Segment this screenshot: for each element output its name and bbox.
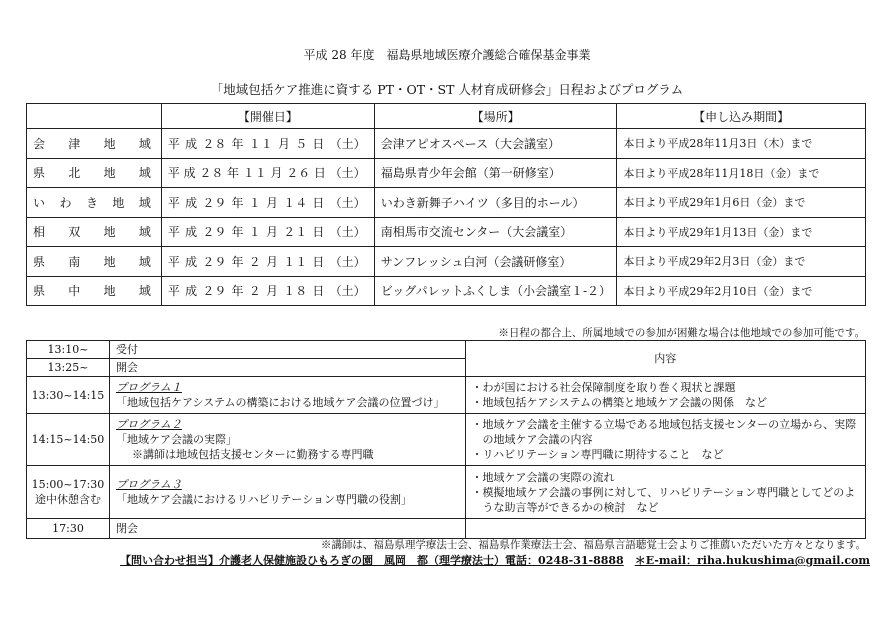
date-part: ２１	[283, 225, 308, 240]
document-subtitle: 「地域包括ケア推進に資する PT・OT・ST 人材育成研修会」日程およびプログラム	[210, 82, 684, 97]
region-char: 域	[138, 195, 151, 210]
schedule-row	[27, 217, 866, 247]
region-char: 中	[68, 284, 81, 299]
region-cell	[27, 276, 162, 306]
date-part: 月	[265, 254, 278, 269]
program-name: プログラム１	[115, 381, 182, 394]
date-part: １	[248, 195, 261, 210]
date-part: （土）	[329, 166, 366, 181]
schedule-note: ※日程の都合上、所属地域での参加が困難な場合は他地域での参加可能です。	[498, 327, 865, 339]
date-part: 日	[312, 225, 325, 240]
content-line: ・わが国における社会保障制度を取り巻く現状と課題	[471, 381, 736, 394]
date-part: 成	[183, 166, 196, 181]
date-part: ２９	[202, 195, 227, 210]
region-char: 地	[103, 284, 116, 299]
content-cell	[465, 466, 865, 519]
region-char: 地	[103, 225, 116, 240]
period-cell: 本日より平成29年2月3日（金）まで	[617, 247, 866, 277]
region-char: 地	[103, 166, 116, 181]
date-part: 日	[312, 195, 325, 210]
date-part: １８	[283, 284, 308, 299]
period-cell: 本日より平成29年1月6日（金）まで	[617, 188, 866, 218]
item-cell	[109, 466, 465, 519]
program-row-1	[27, 377, 866, 414]
place-cell: いわき新舞子ハイツ（多目的ホール）	[374, 188, 617, 218]
region-char: き	[85, 195, 98, 210]
date-part: ２８	[202, 136, 227, 151]
schedule-row	[27, 276, 866, 306]
date-part: 年	[231, 284, 244, 299]
date-part: （土）	[329, 225, 366, 240]
date-part: ２	[248, 284, 261, 299]
date-part: 成	[185, 225, 198, 240]
region-char: 北	[68, 166, 81, 181]
content-cell	[465, 414, 865, 466]
date-part: 年	[231, 195, 244, 210]
date-part: ２	[248, 254, 261, 269]
item-cell: 受付	[109, 341, 465, 359]
program-note: ※講師は地域包括支援センターに勤務する専門職	[131, 448, 374, 461]
date-part: 月	[265, 195, 278, 210]
region-char: 津	[68, 136, 81, 151]
region-cell	[27, 247, 162, 277]
header-place: 【場所】	[374, 104, 617, 129]
place-cell: 南相馬市交流センター（大会議室）	[374, 217, 617, 247]
header-date: 【開催日】	[161, 104, 374, 129]
content-line: ・地域包括ケアシステムの構築と地域ケア会議の関係 など	[471, 396, 767, 409]
date-part: 平	[167, 195, 180, 210]
date-part: 月	[265, 225, 278, 240]
contact-label: 【問い合わせ担当】介護老人保健施設ひもろぎの園 風岡 都（理学療法士）電話：0248-31-8888	[120, 554, 624, 567]
content-cell	[465, 519, 865, 539]
date-cell	[161, 247, 374, 277]
date-part: ２８	[199, 166, 224, 181]
region-char: 地	[112, 195, 125, 210]
time-cell: 14:15~14:50	[27, 414, 110, 466]
region-char: 南	[68, 254, 81, 269]
region-char: 双	[68, 225, 81, 240]
content-line: ・地域ケア会議の実際の流れ	[471, 470, 615, 484]
date-part: １１	[242, 166, 267, 181]
program-table	[26, 340, 866, 539]
region-char: 地	[103, 136, 116, 151]
region-char: 地	[103, 254, 116, 269]
region-cell	[27, 188, 162, 218]
program-desc: 「地域ケア会議の実際」	[115, 433, 237, 446]
program-row-2	[27, 414, 866, 466]
region-char: 会	[33, 136, 46, 151]
region-char: 県	[33, 284, 46, 299]
date-part: １１	[283, 254, 308, 269]
content-line: ・模擬地域ケア会議の事例に対して、リハビリテーション専門職としてどのよ	[471, 485, 856, 499]
date-part: 月	[265, 284, 278, 299]
region-char: 県	[33, 166, 46, 181]
contact-info	[0, 552, 870, 568]
program-name: プログラム２	[115, 418, 182, 431]
region-char: 域	[138, 225, 151, 240]
date-part: 平	[167, 136, 180, 151]
place-cell: サンフレッシュ白河（会議研修室）	[374, 247, 617, 277]
date-part: 日	[313, 166, 326, 181]
date-cell	[161, 129, 374, 159]
date-part: １	[248, 225, 261, 240]
place-cell: ビッグパレットふくしま（小会議室１-２）	[374, 276, 617, 306]
program-row-reception	[27, 341, 866, 359]
program-desc: 「地域ケア会議におけるリハビリテーション専門職の役割」	[115, 493, 412, 506]
item-cell: 閉会	[109, 519, 465, 539]
region-cell	[27, 129, 162, 159]
place-cell: 会津アピオスペース（大会議室）	[374, 129, 617, 159]
date-cell	[161, 188, 374, 218]
date-cell	[161, 217, 374, 247]
region-cell	[27, 158, 162, 188]
time-cell: 13:25~	[27, 359, 110, 377]
header-blank	[27, 104, 162, 129]
program-desc: 「地域包括ケアシステムの構築における地域ケア会議の位置づけ」	[115, 396, 445, 409]
date-part: 年	[231, 225, 244, 240]
date-part: ２９	[202, 284, 227, 299]
date-part: ２９	[202, 225, 227, 240]
date-part: （土）	[329, 284, 366, 299]
date-part: 年	[227, 166, 240, 181]
date-part: ２６	[286, 166, 311, 181]
content-cell	[465, 377, 865, 414]
date-part: 成	[185, 136, 198, 151]
program-row-closing	[27, 519, 866, 539]
region-char: 域	[138, 254, 151, 269]
region-cell	[27, 217, 162, 247]
time-note: 途中休憩含む	[34, 493, 101, 506]
time-cell	[27, 466, 110, 519]
region-char: 相	[33, 225, 46, 240]
content-line: ・地域ケア会議を主催する立場である地域包括支援センターの立場から、実際	[471, 418, 857, 431]
document-title: 平成 28 年度 福島県地域医療介護総合確保基金事業	[303, 48, 591, 62]
content-line: の地域ケア会議の内容	[471, 433, 593, 446]
region-char: 域	[138, 166, 151, 181]
date-part: （土）	[329, 136, 366, 151]
date-part: １１	[248, 136, 273, 151]
program-row-3	[27, 466, 866, 519]
time-text: 15:00~17:30	[31, 478, 105, 491]
date-part: 年	[231, 136, 244, 151]
date-part: 平	[167, 225, 180, 240]
time-cell: 13:10~	[27, 341, 110, 359]
date-part: ５	[295, 136, 308, 151]
date-part: ２９	[202, 254, 227, 269]
date-part: 平	[167, 284, 180, 299]
schedule-row	[27, 158, 866, 188]
region-char: 域	[138, 136, 151, 151]
date-part: （土）	[329, 254, 366, 269]
place-cell: 福島県青少年会館（第一研修室）	[374, 158, 617, 188]
content-line: うな助言等ができるかの検討 など	[471, 500, 659, 514]
date-part: 成	[185, 284, 198, 299]
date-part: １４	[283, 195, 308, 210]
schedule-row	[27, 129, 866, 159]
schedule-row	[27, 247, 866, 277]
item-cell: 開会	[109, 359, 465, 377]
date-cell	[161, 158, 374, 188]
region-char: 域	[138, 284, 151, 299]
content-line: ・リハビリテーション専門職に期待すること など	[471, 448, 724, 461]
date-part: 成	[185, 254, 198, 269]
lecturer-note: ※講師は、福島県理学療法士会、福島県作業療法士会、福島県言語聴覚士会よりご推薦いただいた方々となります。	[320, 539, 866, 551]
period-cell: 本日より平成29年1月13日（金）まで	[617, 217, 866, 247]
schedule-table	[26, 103, 866, 306]
item-cell	[109, 377, 465, 414]
content-header: 内容	[465, 341, 865, 377]
item-cell	[109, 414, 465, 466]
date-part: 平	[167, 166, 180, 181]
period-cell: 本日より平成28年11月3日（木）まで	[617, 129, 866, 159]
region-char: わ	[59, 195, 72, 210]
date-part: 成	[185, 195, 198, 210]
date-part: 日	[312, 254, 325, 269]
region-char: 県	[33, 254, 46, 269]
program-name: プログラム３	[115, 478, 182, 491]
date-part: 平	[167, 254, 180, 269]
date-part: 月	[270, 166, 283, 181]
time-cell: 13:30~14:15	[27, 377, 110, 414]
date-part: 月	[277, 136, 290, 151]
time-cell: 17:30	[27, 519, 110, 539]
contact-email[interactable]: ＊E-mail：riha.hukushima@gmail.com	[634, 554, 870, 567]
schedule-header-row	[27, 104, 866, 129]
date-cell	[161, 276, 374, 306]
date-part: 年	[231, 254, 244, 269]
date-part: （土）	[329, 195, 366, 210]
schedule-row	[27, 188, 866, 218]
period-cell: 本日より平成28年11月18日（金）まで	[617, 158, 866, 188]
region-char: い	[33, 195, 46, 210]
date-part: 日	[312, 284, 325, 299]
period-cell: 本日より平成29年2月10日（金）まで	[617, 276, 866, 306]
header-period: 【申し込み期間】	[617, 104, 866, 129]
date-part: 日	[312, 136, 325, 151]
